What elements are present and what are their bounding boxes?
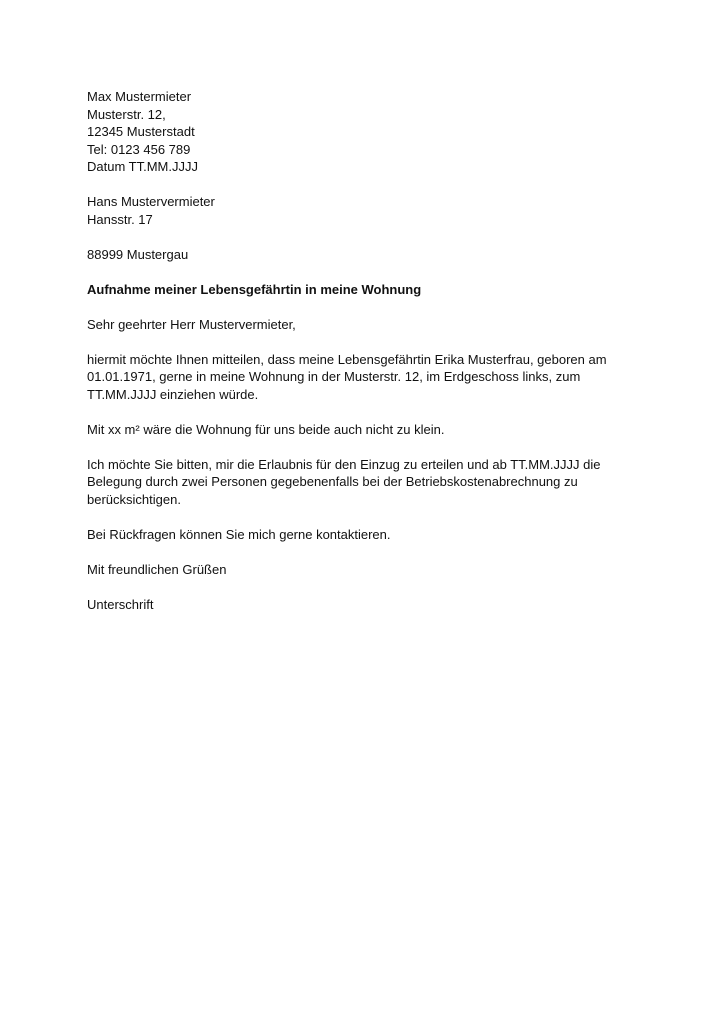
- paragraph-line: Belegung durch zwei Personen gegebenenfalls bei der Betriebskostenabrechnung zu: [87, 474, 578, 489]
- closing: Mit freundlichen Grüßen: [87, 561, 227, 577]
- paragraph-line: TT.MM.JJJJ einziehen würde.: [87, 386, 259, 402]
- recipient-street: Hansstr. 17: [87, 211, 153, 227]
- spacer: [87, 508, 647, 526]
- sender-city: 12345 Musterstadt: [87, 124, 195, 139]
- recipient-name: Hans Mustervermieter: [87, 194, 215, 209]
- spacer: [87, 176, 647, 194]
- spacer: [87, 228, 647, 246]
- recipient-block: [87, 193, 647, 263]
- spacer: [87, 543, 647, 561]
- paragraph-contact: [87, 526, 647, 544]
- salutation: Sehr geehrter Herr Mustervermieter,: [87, 316, 296, 332]
- signature: Unterschrift: [87, 596, 154, 612]
- paragraph-intro: [87, 351, 647, 404]
- spacer: [87, 333, 647, 351]
- paragraph-request: [87, 456, 647, 509]
- paragraph-line: Ich möchte Sie bitten, mir die Erlaubnis für den Einzug zu erteilen und ab TT.MM.JJJJ die: [87, 456, 601, 472]
- spacer: [87, 263, 647, 281]
- sender-block: [87, 88, 647, 176]
- paragraph-line: berücksichtigen.: [87, 491, 181, 507]
- paragraph-size: [87, 421, 647, 439]
- sender-date: Datum TT.MM.JJJJ: [87, 159, 198, 174]
- letter-body: [87, 88, 647, 613]
- sender-street: Musterstr. 12,: [87, 106, 166, 122]
- paragraph-line: 01.01.1971, gerne in meine Wohnung in der Musterstr. 12, im Erdgeschoss links, zum: [87, 369, 581, 384]
- spacer: [87, 403, 647, 421]
- paragraph-line: Bei Rückfragen können Sie mich gerne kontaktieren.: [87, 526, 391, 542]
- spacer: [87, 438, 647, 456]
- sender-name: Max Mustermieter: [87, 89, 192, 104]
- spacer: [87, 578, 647, 596]
- paragraph-line: Mit xx m² wäre die Wohnung für uns beide auch nicht zu klein.: [87, 421, 445, 437]
- subject-line: Aufnahme meiner Lebensgefährtin in meine Wohnung: [87, 281, 422, 297]
- sender-phone: Tel: 0123 456 789: [87, 141, 191, 157]
- spacer: [87, 298, 647, 316]
- recipient-city: 88999 Mustergau: [87, 246, 189, 262]
- paragraph-line: hiermit möchte Ihnen mitteilen, dass meine Lebensgefährtin Erika Musterfrau, geboren am: [87, 351, 607, 367]
